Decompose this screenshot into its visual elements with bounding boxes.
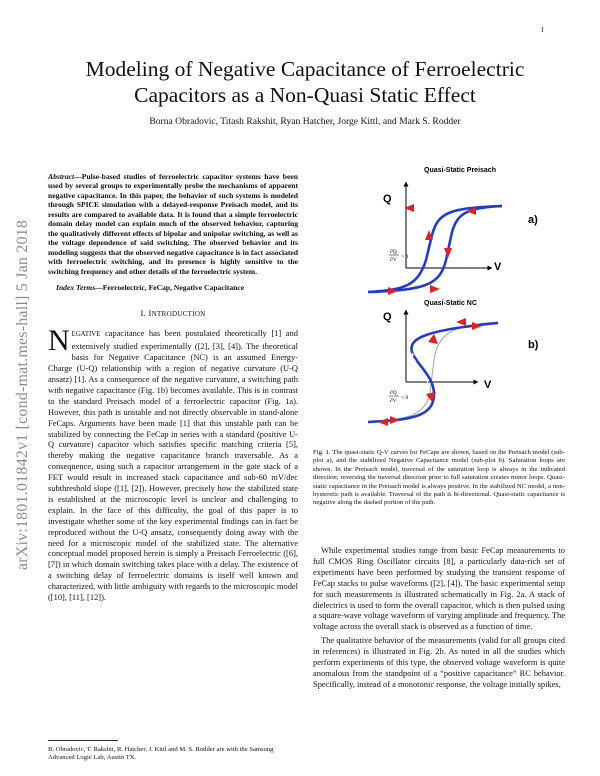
section-heading — [48, 308, 298, 320]
panel-b-slope-den: ∂V — [390, 398, 397, 404]
panel-b-slope-label — [389, 390, 408, 404]
paper-title: Modeling of Negative Capacitance of Ferroelectric Capacitors as a Non-Quasi Static Effect — [85, 57, 525, 107]
footnote: B. Obradovic, T. Rakshit, R. Hatcher, J. Kittl and M. S. Rodder are with the Samsung Advanced Logic Lab, Austin TX. — [48, 742, 298, 763]
panel-b — [368, 300, 539, 426]
arxiv-stamp — [10, 180, 36, 610]
panel-a-tag: a) — [528, 214, 538, 226]
panel-b-y-label: Q — [383, 311, 392, 323]
panel-a — [368, 167, 538, 295]
panel-a-slope-rel: > 0 — [401, 254, 409, 260]
author-list: Borna Obradovic, Titash Rakshit, Ryan Hatcher, Jorge Kittl, and Mark S. Rodder — [149, 116, 461, 127]
arrow-icon — [444, 248, 452, 258]
intro-paragraph — [48, 324, 298, 603]
figure-caption: Fig. 1. The quasi-static Q-V curves for FeCaps are shown, based on the Preisach model (sub-plot a), and the stabilized Negative Capacitance model (sub-plot b). Saturation loops are shown. In the Preisach model, traversal of the saturation loop is always in the indicated direction; reversing the traversal direction prior to full saturation creates minor loops. Quasi-static capacitance in the Preisach model is always positive. In the stabilized NC model, a non-hysteretic path is available. Traversal of the path is bi-directional. Quasi-static capacitance is negative along the dashed portion of the path. — [313, 449, 565, 507]
figure-1 — [368, 160, 568, 438]
intro-text: capacitance has been postulated theoretically [1] and extensively studied experimentally ([2], [3], [4]). The theoretical basis for Negative Capacitance (NC) is an assumed Energy-Charge (U-Q) relationship with a region of negative curvature (U-Q ansatz) [1]. As a consequence of the negative curvature, a switching path with negative capacitance (Fig. 1b) becomes available. This is in contrast to the standard Preisach model of a ferroelectric capacitor (Fig. 1a). However, this path is unstable and not directly observable in stand-alone FeCaps. Arguments have been made [1] that this unstable path can be stabilized by connecting the FeCap in series with a standard (positive U-Q curvature) capacitor which satisfies specific matching criteria [5], thereby making the negative capacitance branch traversable. As a consequence, using such a capacitor arrangement in the gate stack of a FET would result in increased stack capacitance and sub-60 mV/dec subthreshold slope ([1], [2]). However, precisely how the stabilized state is established at the microscopic level is unclear and challenging to explain. In the face of this difficulty, the goal of this paper is to investigate whether some of the key experimental findings can in fact be reproduced without the U-Q ansatz, consequently doing away with the need for a microscopic model of the stabilized state. The alternative conceptual model proposed herein is simply a Preisach Ferroelectric ([6], [7]) in which domain switching takes place with a delay. The existence of a switching delay of ferroelectric domains is itself well known and characterized, with little ambiguity with regards to the microscopic model ([10], [11], [12]). — [48, 328, 298, 603]
panel-a-y-label: Q — [383, 193, 392, 205]
page-number: 1 — [540, 26, 544, 34]
panel-a-x-label: V — [494, 261, 502, 273]
panel-b-slope-rel: < 0 — [401, 395, 409, 401]
panel-b-tag: b) — [528, 339, 539, 351]
body-paragraph: The qualitative behavior of the measurements (valid for all groups cited in references) is illustrated in Fig. 2b. As noted in all the studies which perform experiments of this type, the observed voltage waveform is quite anomalous from the standpoint of a “positive capacitance” RC behavior. Specifically, instead of a monotonic response, the voltage initially spikes, — [313, 635, 565, 689]
drop-cap: N — [48, 324, 70, 358]
arrow-icon — [428, 334, 438, 344]
panel-a-slope-den: ∂V — [390, 257, 397, 263]
abstract — [48, 172, 298, 276]
index-terms-lead: Index Terms — [56, 282, 96, 292]
arxiv-stamp-text: arXiv:1801.01842v1 [cond-mat.mes-hall] 5 Jan 2018 — [14, 219, 31, 571]
index-terms-text: —Ferroelectric, FeCap, Negative Capacitance — [95, 282, 245, 292]
panel-a-title: Quasi-Static Preisach — [424, 167, 496, 174]
arrow-icon — [378, 418, 388, 426]
panel-b-x-label: V — [484, 379, 492, 391]
panel-a-slope-num: ∂Q — [390, 249, 397, 255]
intro-smallcaps: EGATIVE — [71, 331, 101, 339]
arrow-icon — [390, 416, 400, 424]
abstract-text: —Pulse-based studies of ferroelectric capacitor systems have been used by several groups to experimentally probe the mechanisms of apparent negative capacitance. In this paper, the behavior of such systems is modeled through SPICE simulation with a delayed-response Preisach model, and its results are compared to available data. It is found that a simple ferroelectric domain delay model can explain much of the observed behavior, capturing the qualitatively different effects of bipolar and unipolar switching, as well as the voltage dependence of said switching. The observed behavior and its modeling suggests that the observed negative capacitance is in fact associated with ferroelectric switching, and its presence is highly sensitive to the switching frequency and other details of the ferroelectric system. — [48, 172, 298, 276]
index-terms — [48, 283, 298, 292]
panel-b-title: Quasi-Static NC — [424, 300, 477, 307]
body-paragraph: While experimental studies range from basic FeCap measurements to full CMOS Ring Oscillator circuits [8], a particularly data-rich set of experiments have been performed by studying the transient response of FeCap stacks to pulse waveforms ([2], [4]). The basic experimental setup for such measurements is illustrated schematically in Fig. 2a. A stack of dielectrics is used to form the overall capacitor, which is then pulsed using a square-wave voltage waveform of varying amplitude and frequency. The voltage across the overall stack is observed as a function of time. — [313, 545, 565, 632]
abstract-lead: Abstract — [48, 172, 75, 181]
section-name: NTRODUCTION — [151, 310, 206, 319]
panel-b-slope-num: ∂Q — [390, 390, 397, 396]
arrow-icon — [472, 322, 482, 330]
arrow-icon — [456, 318, 466, 326]
arrow-icon — [430, 285, 440, 293]
right-column-body — [313, 545, 565, 690]
section-numeral: I. I — [140, 308, 152, 319]
panel-a-loop-lower — [368, 206, 502, 292]
left-column — [48, 172, 298, 603]
